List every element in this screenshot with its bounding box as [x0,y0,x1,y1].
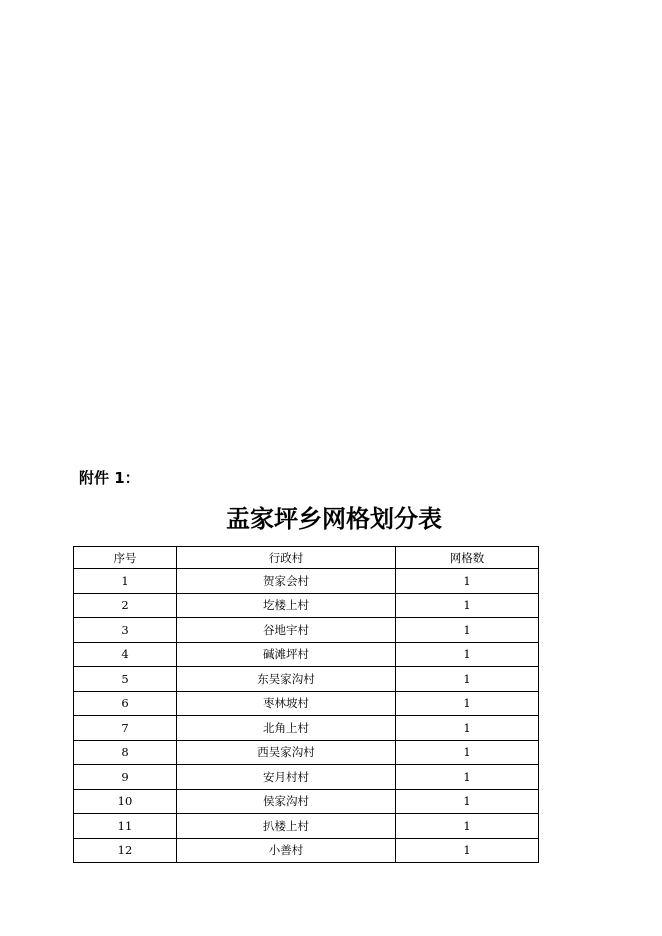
cell-grid-count: 1 [396,691,539,716]
table-row [74,765,539,790]
cell-grid-count: 1 [396,716,539,741]
table-row [74,838,539,863]
cell-index: 6 [74,691,177,716]
cell-grid-count: 1 [396,765,539,790]
cell-grid-count: 1 [396,814,539,839]
table-body [74,569,539,863]
cell-index: 1 [74,569,177,594]
cell-grid-count: 1 [396,642,539,667]
cell-grid-count: 1 [396,838,539,863]
table-row [74,814,539,839]
column-header-village: 行政村 [177,547,396,569]
cell-grid-count: 1 [396,789,539,814]
cell-village: 侯家沟村 [177,789,396,814]
cell-village: 扒楼上村 [177,814,396,839]
cell-village: 碱滩坪村 [177,642,396,667]
column-header-grid-count: 网格数 [396,547,539,569]
cell-village: 圪楼上村 [177,593,396,618]
cell-index: 8 [74,740,177,765]
cell-village: 小善村 [177,838,396,863]
table-row [74,740,539,765]
table-row [74,618,539,643]
cell-index: 5 [74,667,177,692]
cell-grid-count: 1 [396,740,539,765]
column-header-index: 序号 [74,547,177,569]
table-row [74,789,539,814]
table-row [74,593,539,618]
cell-village: 谷地宇村 [177,618,396,643]
attachment-label: 附件 1： [79,469,140,487]
table-header-row [74,547,539,569]
table-row [74,569,539,594]
cell-index: 12 [74,838,177,863]
cell-village: 贺家会村 [177,569,396,594]
cell-index: 9 [74,765,177,790]
cell-index: 10 [74,789,177,814]
cell-grid-count: 1 [396,618,539,643]
cell-village: 西吴家沟村 [177,740,396,765]
cell-index: 4 [74,642,177,667]
cell-index: 3 [74,618,177,643]
table-row [74,642,539,667]
cell-index: 7 [74,716,177,741]
grid-division-table [73,546,539,863]
table-row [74,716,539,741]
cell-grid-count: 1 [396,667,539,692]
cell-index: 2 [74,593,177,618]
cell-index: 11 [74,814,177,839]
cell-grid-count: 1 [396,569,539,594]
cell-village: 东吴家沟村 [177,667,396,692]
cell-grid-count: 1 [396,593,539,618]
cell-village: 枣林坡村 [177,691,396,716]
table-row [74,691,539,716]
cell-village: 北角上村 [177,716,396,741]
page-title: 盂家坪乡网格划分表 [226,504,442,533]
table-row [74,667,539,692]
cell-village: 安月村村 [177,765,396,790]
